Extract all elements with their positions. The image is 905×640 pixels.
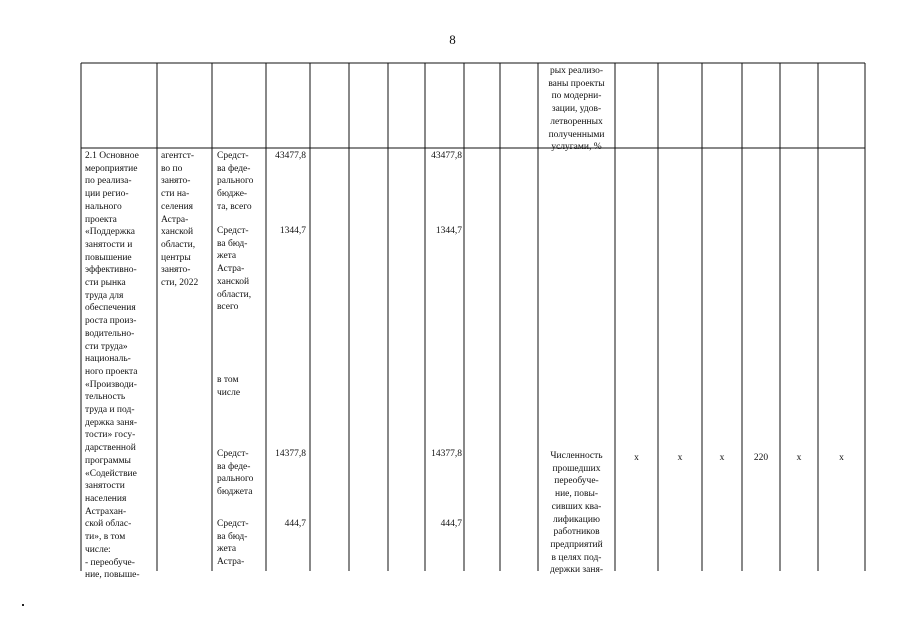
including-label: в том числе [217,375,241,398]
source-federal-label: Средст- ва феде- рального бюджета [217,449,254,498]
indicator-value-3: х [719,453,725,463]
source-federal-value: 14377,8 [275,449,306,459]
indicator-value-5: х [796,453,802,463]
indicator-value-1: х [634,453,639,463]
indicator-value-4: 220 [753,453,769,463]
source-regional-total-year-value: 1344,7 [435,226,462,236]
source-federal-year-value: 14377,8 [431,449,462,459]
source-federal-total-label: Средст- ва феде- рального бюдже- та, всего [217,151,254,212]
indicator-cell: Численность прошедших переобуче- ние, повы- сивших ква- лификацию работников предприятий в целях под- держки заня- [549,451,604,576]
indicator-fragment-cell: рых реализо- ваны проекты по модерни- зации, удов- летворенных полученными услугами, % [548,66,605,153]
indicator-value-6: х [839,453,844,463]
measure-name-cell: 2.1 Основное мероприятие по реализа- ции регио- нального проекта «Поддержка занятости и повышение эффективно- сти рынка труда для обеспечения роста произ- водительно- сти труда» националь- ного проекта «Производи- тельность труда и под- держка заня- тости» госу- дарственной программы «Содействие занятости населения Астрахан- ской облас- ти», в том числе: - переобуче- ние, повыше- [85,151,140,581]
source-federal-total-year-value: 43477,8 [431,151,462,161]
executor-cell: агентст- во по занято- сти на- селения Астра- ханской области, центры занято- сти, 2022 [161,151,199,289]
source-regional-value: 444,7 [284,519,306,529]
source-regional-total-value: 1344,7 [279,226,306,236]
page-number: 8 [449,32,456,47]
source-regional-year-value: 444,7 [440,519,462,529]
source-regional-label: Средст- ва бюд- жета Астра- [217,519,249,568]
source-federal-total-value: 43477,8 [275,151,306,161]
source-regional-total-label: Средст- ва бюд- жета Астра- ханской области, всего [217,226,252,313]
scan-speck [22,604,24,606]
indicator-value-2: х [677,453,683,463]
